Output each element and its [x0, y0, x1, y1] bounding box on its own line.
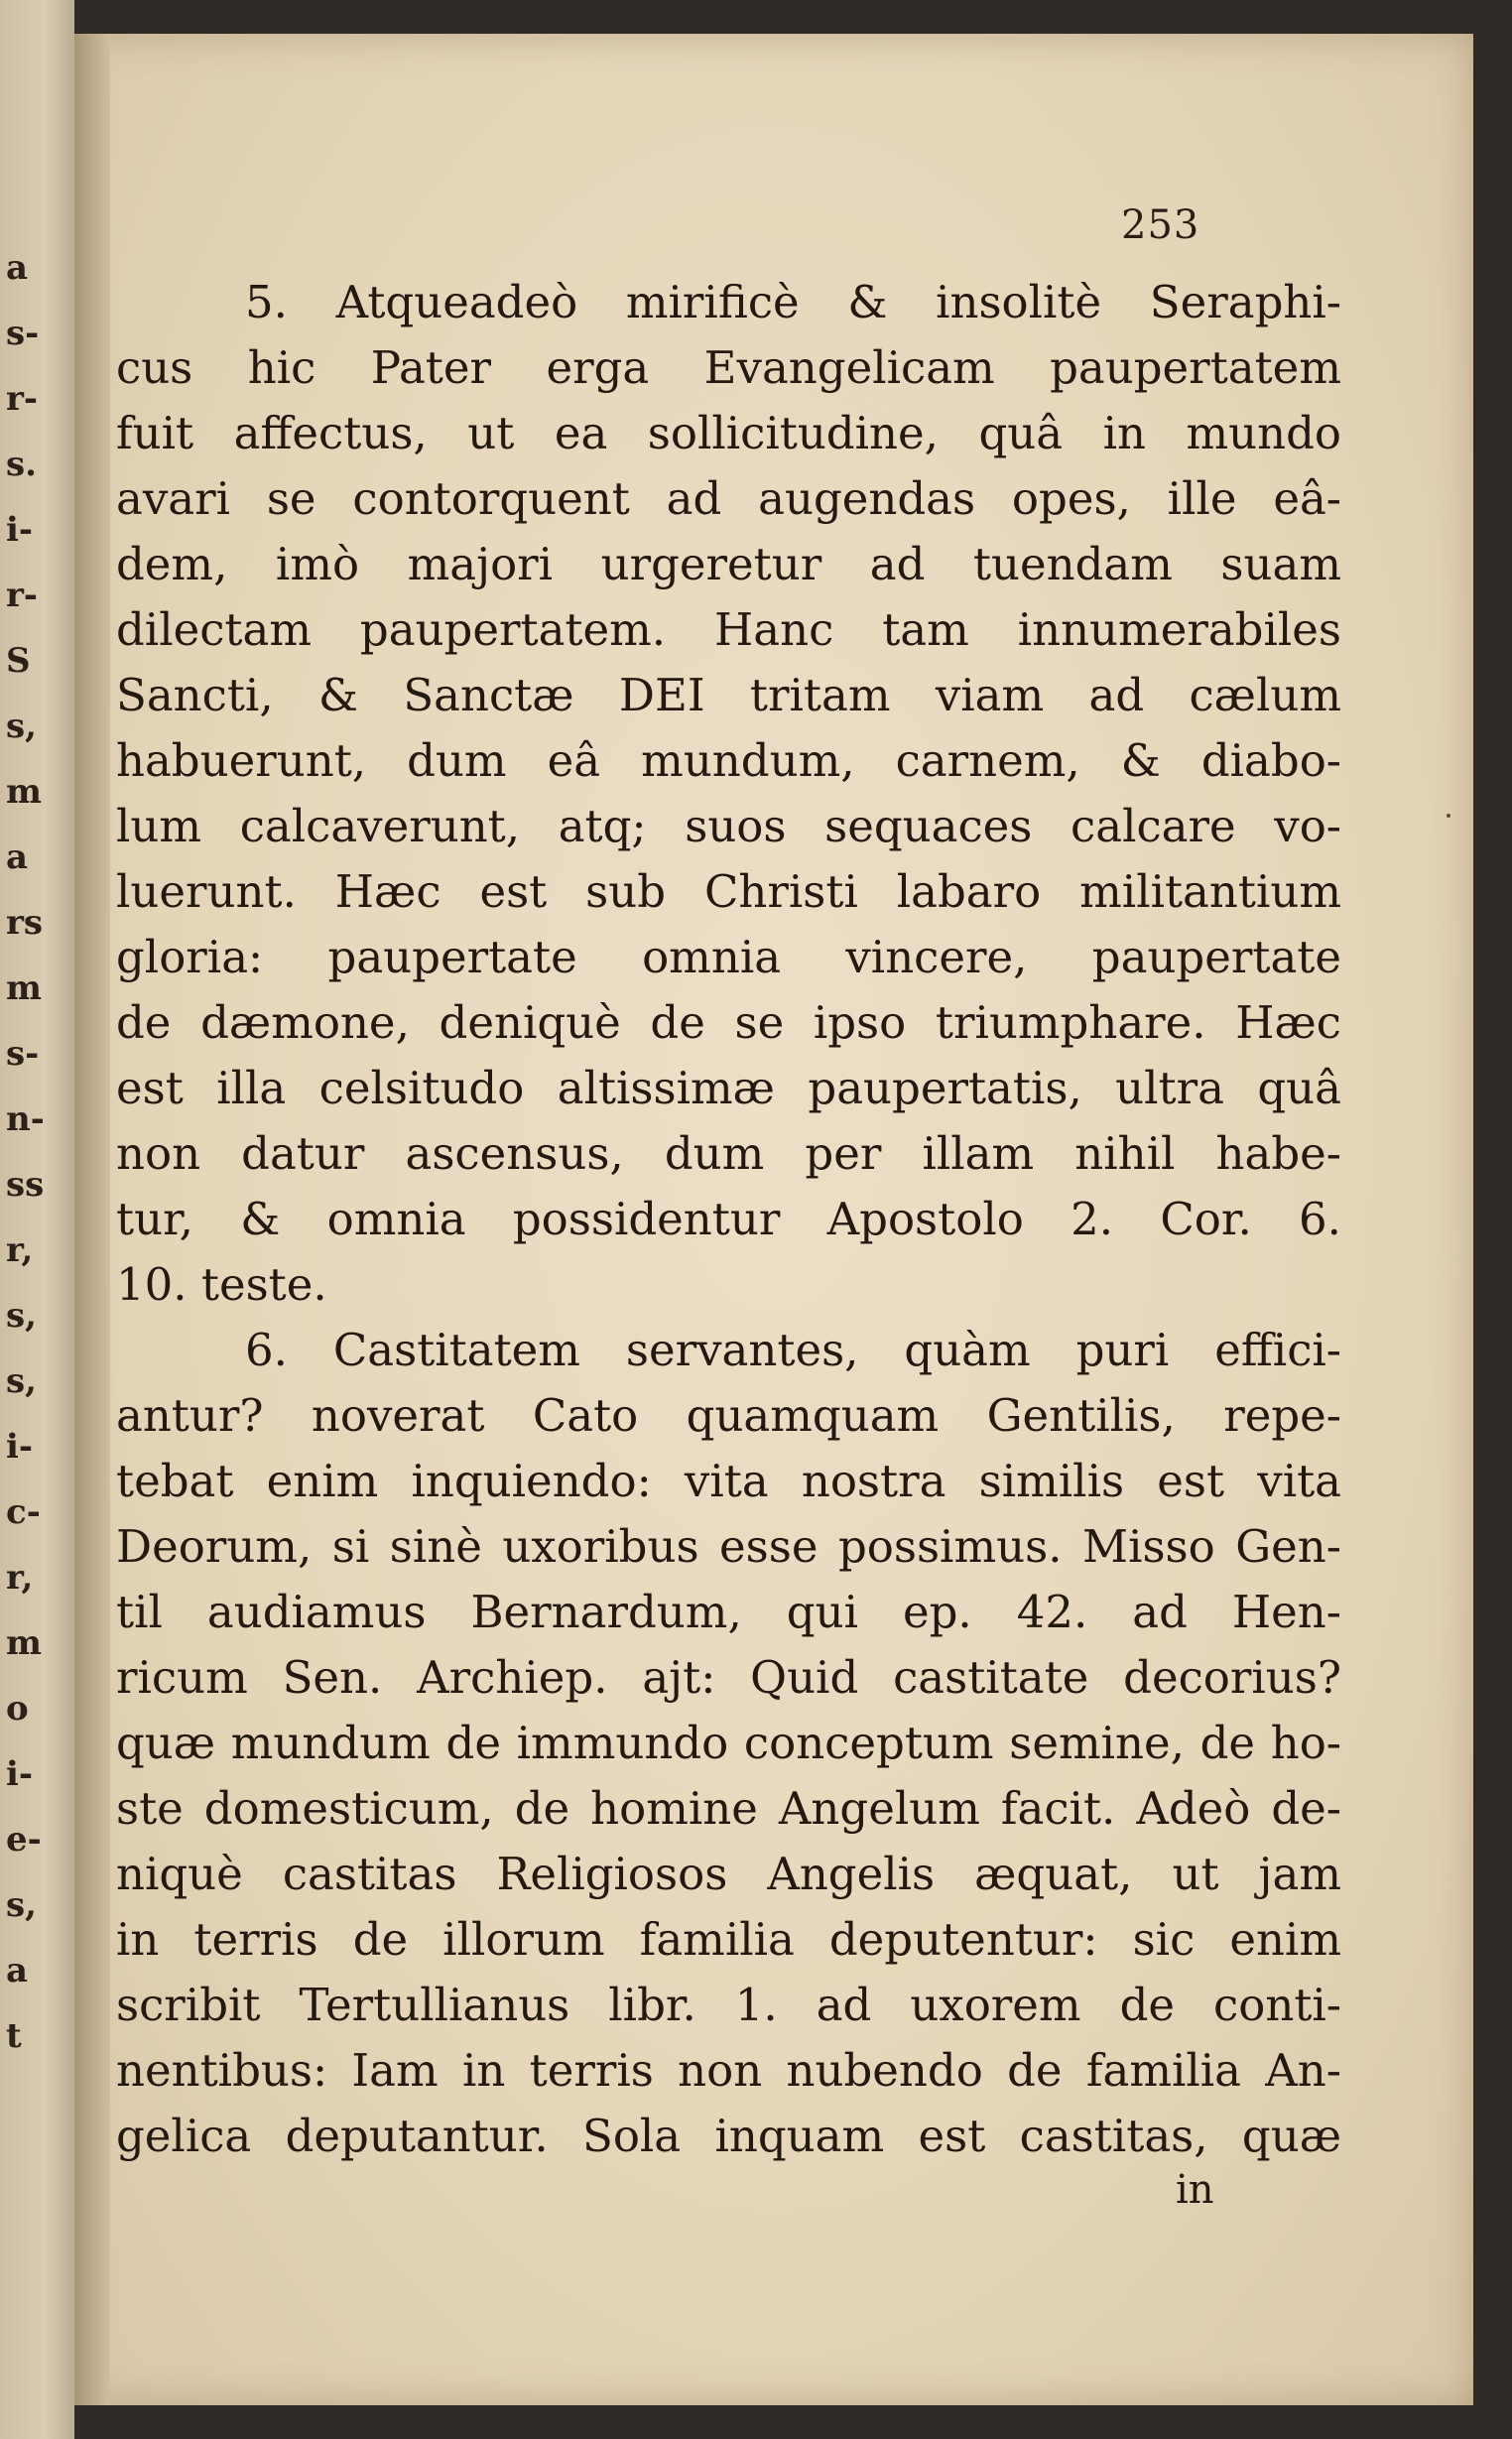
adjacent-page-fragment: n-	[6, 1099, 45, 1139]
adjacent-page-fragment: t	[6, 2016, 22, 2056]
adjacent-page-fragment: a	[6, 837, 29, 877]
text-line: niquè castitas Religiosos Angelis æquat, ut jam	[116, 1848, 1341, 1900]
text-line: cus hic Pater erga Evangelicam paupertatem	[116, 341, 1341, 394]
adjacent-page-fragment: s-	[6, 1034, 40, 1074]
adjacent-page-fragment: r,	[6, 1558, 34, 1598]
adjacent-page-fragment: m	[6, 1623, 42, 1663]
adjacent-page-fragment: m	[6, 968, 42, 1008]
adjacent-page-fragment: r,	[6, 1230, 34, 1270]
adjacent-page-fragment: r-	[6, 379, 39, 419]
adjacent-page-fragment: ss	[6, 1165, 45, 1205]
text-line: ricum Sen. Archiep. ajt: Quid castitate decorius?	[116, 1651, 1341, 1704]
adjacent-page-fragment: s-	[6, 314, 40, 353]
adjacent-page-fragment: s.	[6, 445, 37, 484]
text-line: in terris de illorum familia deputentur: sic enim	[116, 1913, 1341, 1966]
text-line: de dæmone, deniquè de se ipso triumphare. Hæc	[116, 996, 1341, 1049]
adjacent-page-fragment: m	[6, 772, 42, 812]
adjacent-page-fragment: S	[6, 641, 31, 681]
adjacent-page-fragment: c-	[6, 1492, 41, 1532]
body-text	[116, 270, 1341, 2169]
text-line: ste domesticum, de homine Angelum facit. Adeò de-	[116, 1782, 1341, 1835]
page-number: 253	[1121, 202, 1200, 248]
text-line: dilectam paupertatem. Hanc tam innumerabiles	[116, 603, 1341, 656]
text-line: luerunt. Hæc est sub Christi labaro militantium	[116, 865, 1341, 918]
adjacent-page-strip	[0, 0, 74, 2439]
adjacent-page-fragment: a	[6, 248, 29, 288]
adjacent-page-fragment: a	[6, 1951, 29, 1990]
adjacent-page-fragment: o	[6, 1689, 29, 1729]
text-line: 10. teste.	[116, 1258, 327, 1311]
book-page	[74, 34, 1473, 2405]
text-line: Deorum, si sinè uxoribus esse possimus. Misso Gen-	[116, 1520, 1341, 1573]
text-line: scribit Tertullianus libr. 1. ad uxorem de conti-	[116, 1979, 1341, 2031]
text-line: est illa celsitudo altissimæ paupertatis, ultra quâ	[116, 1062, 1341, 1114]
adjacent-page-fragment: r-	[6, 576, 39, 615]
text-line: tebat enim inquiendo: vita nostra similis est vita	[116, 1455, 1341, 1507]
text-line: dem, imò majori urgeretur ad tuendam suam	[116, 538, 1341, 590]
text-line: non datur ascensus, dum per illam nihil habe-	[116, 1127, 1341, 1180]
text-line: til audiamus Bernardum, qui ep. 42. ad Hen-	[116, 1586, 1341, 1638]
text-line: Sancti, & Sanctæ DEI tritam viam ad cælum	[116, 669, 1341, 721]
text-line: habuerunt, dum eâ mundum, carnem, & diabo-	[116, 734, 1341, 787]
adjacent-page-fragment: s,	[6, 1361, 37, 1401]
adjacent-page-fragment: s,	[6, 706, 37, 746]
text-line: lum calcaverunt, atq; suos sequaces calcare vo-	[116, 800, 1341, 852]
text-line: nentibus: Iam in terris non nubendo de familia An-	[116, 2044, 1341, 2097]
text-line: 5. Atqueadeò mirificè & insolitè Seraphi-	[245, 276, 1341, 328]
adjacent-page-fragment: i-	[6, 510, 34, 550]
text-line: gelica deputantur. Sola inquam est castitas, quæ	[116, 2110, 1341, 2162]
text-line: gloria: paupertate omnia vincere, paupertate	[116, 931, 1341, 983]
catchword: in	[1176, 2167, 1214, 2213]
text-line: quæ mundum de immundo conceptum semine, de ho-	[116, 1717, 1341, 1769]
adjacent-page-fragment: s,	[6, 1885, 37, 1925]
adjacent-page-fragment: s,	[6, 1296, 37, 1336]
text-line: avari se contorquent ad augendas opes, ille eâ-	[116, 472, 1341, 525]
adjacent-page-fragment: rs	[6, 903, 44, 943]
paper-speck	[1447, 814, 1450, 818]
text-line: fuit affectus, ut ea sollicitudine, quâ in mundo	[116, 407, 1341, 459]
page-gutter	[74, 34, 110, 2405]
adjacent-page-fragment: i-	[6, 1427, 34, 1467]
text-line: antur? noverat Cato quamquam Gentilis, repe-	[116, 1389, 1341, 1442]
text-line: tur, & omnia possidentur Apostolo 2. Cor. 6.	[116, 1193, 1341, 1245]
text-line: 6. Castitatem servantes, quàm puri effici-	[245, 1324, 1341, 1376]
adjacent-page-fragment: e-	[6, 1820, 42, 1860]
adjacent-page-fragment: i-	[6, 1754, 34, 1794]
